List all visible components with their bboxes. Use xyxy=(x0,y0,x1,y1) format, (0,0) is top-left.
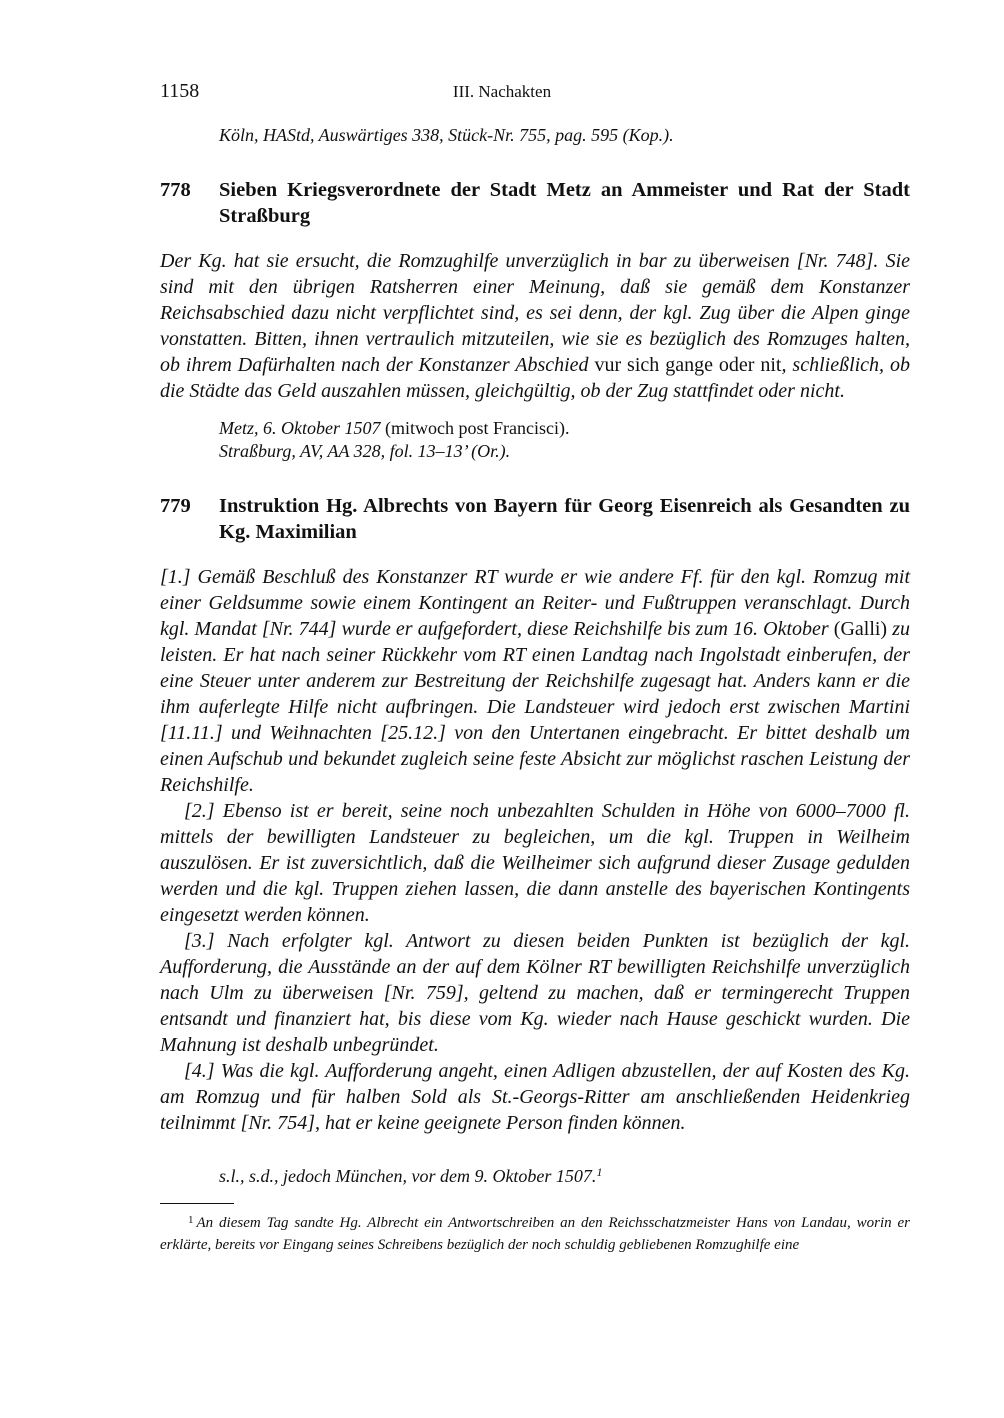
previous-entry-source: Köln, HAStd, Auswärtiges 338, Stück-Nr. 755, pag. 595 (Kop.). xyxy=(219,125,674,145)
regest-paragraph-2: [2.] Ebenso ist er bereit, seine noch unbezahlten Schulden in Höhe von 6000–7000 fl. mittels der bewilligten Landsteuer zu begleichen, um die kgl. Truppen in Weilheim auszulösen. Er ist zuversichtlich, daß die Weilheimer sich aufgrund dieser Zusage gedulden werden und die kgl. Truppen ziehen lassen, die dann anstelle des bayerischen Kontingents eingesetzt werden können. xyxy=(160,800,910,926)
regest-text: zu leisten. Er hat nach seiner Rückkehr vom RT einen Landtag nach Ingolstadt einberufen, der eine Steuer unter anderem zur Bestreitung der Reichshilfe zugesagt hat. Anders kann er die ihm auferlegte Hilfe nicht aufbringen. Die Landsteuer wird jedoch erst zwischen Martini [11.11.] und Weihnachten [25.12.] von den Untertanen eingebracht. Er bittet deshalb um einen Aufschub und bekundet zugleich seine feste Absicht zur möglichst raschen Leistung der Reichshilfe. xyxy=(160,618,910,796)
date-place: s.l., s.d., jedoch München, vor dem 9. Oktober 1507. xyxy=(219,1166,597,1186)
regest-text: [1.] Gemäß Beschluß des Konstanzer RT wurde er wie andere Ff. für den kgl. Romzug mit einer Geldsumme sowie einem Kontingent an Reiter- und Fußtruppen veranschlagt. Durch kgl. Mandat [Nr. 744] wurde er aufgefordert, diese Reichshilfe bis zum 16. Oktober xyxy=(160,566,910,640)
footnote-mark: 1 xyxy=(188,1214,194,1226)
page-number: 1158 xyxy=(160,80,200,102)
entry-779-heading xyxy=(160,493,910,545)
footnote-reference[interactable]: 1 xyxy=(596,1165,603,1179)
regest-text: Der Kg. hat sie ersucht, die Romzughilfe unverzüglich in bar zu überweisen [Nr. 748]. Sie sind mit den übrigen Ratsherren einer Meinung, daß sie gemäß dem Konstanzer Reichsabschied dazu nicht verpflichtet sind, es sei denn, der kgl. Zug über die Alpen ginge vonstatten. Bitten, ihnen vertraulich mitzuteilen, wie sie es bezüglich des Romzuges halten, ob ihrem Dafürhalten nach der Konstanzer Abschied xyxy=(160,250,910,376)
regest-paragraph-4: [4.] Was die kgl. Aufforderung angeht, einen Adligen abzustellen, der auf Kosten des Kg. am Romzug und für halben Sold als St.-Georgs-Ritter am anschließenden Heidenkrieg teilnimmt [Nr. 754], hat er keine geeignete Person finden können. xyxy=(160,1060,910,1134)
entry-778-source: Straßburg, AV, AA 328, fol. 13–13’ (Or.). xyxy=(219,441,511,461)
entry-778-heading xyxy=(160,177,910,229)
entry-title: Instruktion Hg. Albrechts von Bayern für Georg Eisenreich als Gesandten zu Kg. Maximilian xyxy=(219,495,910,543)
footnote xyxy=(160,1209,910,1256)
regest-quote: (Galli) xyxy=(833,618,888,640)
regest-quote: vur sich gange oder nit xyxy=(594,354,782,376)
date-place: Metz, 6. Oktober 1507 xyxy=(219,418,381,438)
entry-779-date xyxy=(219,1163,909,1189)
regest-text: , schließlich, ob die Städte das Geld auszahlen müssen, gleichgültig, ob der Zug stattfindet oder nicht. xyxy=(160,354,910,402)
footnote-divider xyxy=(160,1203,234,1204)
entry-number: 778 xyxy=(160,179,191,201)
entry-778-regest xyxy=(160,248,910,404)
regest-paragraph-3: [3.] Nach erfolgter kgl. Antwort zu diesen beiden Punkten ist bezüglich der kgl. Aufforderung, die Ausstände an der auf dem Kölner RT bewilligten Reichshilfe unverzüglich nach Ulm zu überweisen [Nr. 759], geltend zu machen, daß er termingerecht Truppen entsandt und finanziert hat, bis diese vom Kg. wieder nach Hause geschickt wurden. Die Mahnung ist deshalb unbegründet. xyxy=(160,930,910,1056)
footnote-text: An diesem Tag sandte Hg. Albrecht ein Antwortschreiben an den Reichsschatzmeister Hans von Landau, worin er erklärte, bereits vor Eingang seines Schreibens bezüglich der noch schuldig gebliebenen Romzughilfe eine xyxy=(160,1215,910,1253)
entry-779-regest xyxy=(160,564,910,1136)
date-quote: (mitwoch post Francisci). xyxy=(384,418,570,438)
entry-number: 779 xyxy=(160,495,191,517)
entry-title: Sieben Kriegsverordnete der Stadt Metz an Ammeister und Rat der Stadt Straßburg xyxy=(219,179,910,227)
running-head: III. Nachakten xyxy=(452,82,552,101)
